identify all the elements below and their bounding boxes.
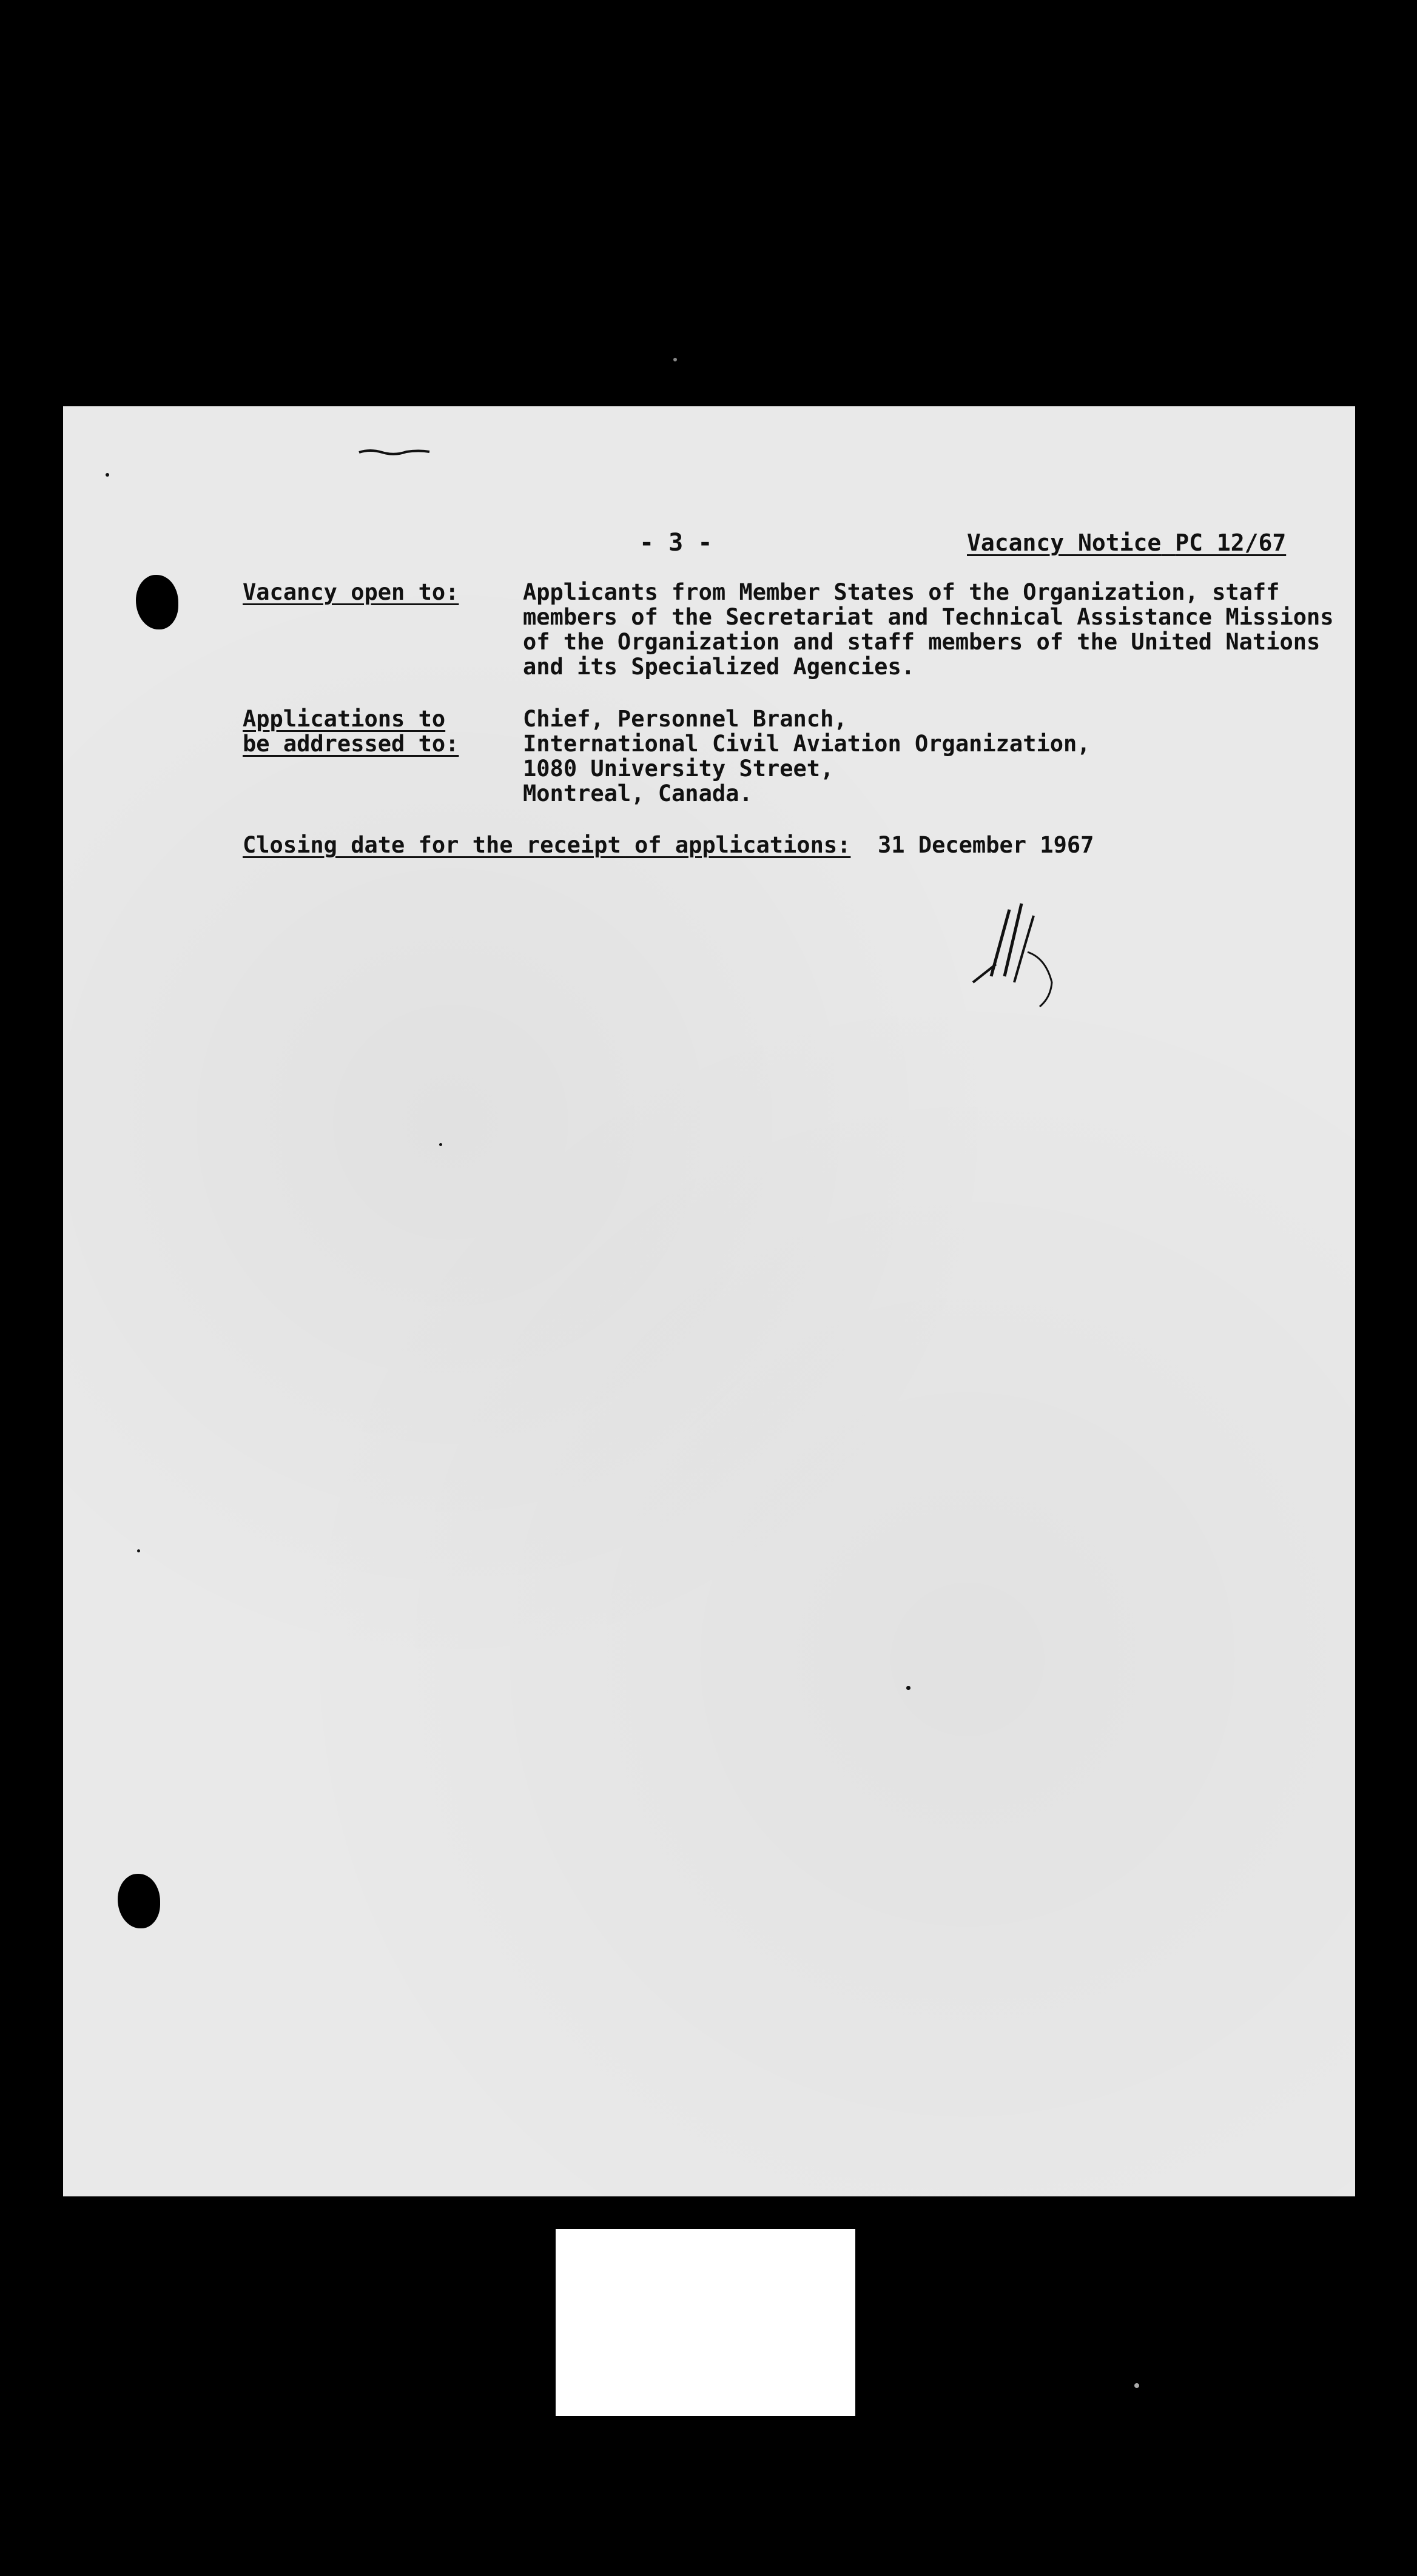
address-line: 1080 University Street,	[523, 756, 834, 782]
vacancy-open-line: members of the Secretariat and Technical Assistance Missions	[523, 604, 1334, 630]
vacancy-notice-label: Vacancy Notice	[967, 529, 1162, 556]
applications-label-line: be addressed to:	[243, 731, 459, 757]
handwritten-initials	[967, 891, 1070, 1013]
paper-speck	[439, 1143, 442, 1146]
vacancy-open-line: Applicants from Member States of the Organization, staff	[523, 579, 1280, 605]
paper-speck	[106, 473, 109, 477]
address-line: International Civil Aviation Organization,	[523, 731, 1091, 757]
paper-speck	[906, 1686, 910, 1690]
paper-speck	[137, 1549, 140, 1552]
vacancy-open-line: of the Organization and staff members of the United Nations	[523, 629, 1321, 655]
vacancy-notice-number: PC 12/67	[1175, 529, 1287, 556]
stray-ink-mark	[358, 448, 431, 456]
applications-label-line: Applications to	[243, 706, 446, 732]
film-speck	[673, 358, 677, 361]
punch-hole-bottom	[118, 1874, 160, 1928]
address-line: Chief, Personnel Branch,	[523, 706, 847, 732]
closing-date-label: Closing date for the receipt of applications:	[243, 832, 851, 858]
vacancy-notice-reference	[967, 531, 1286, 555]
address-line: Montreal, Canada.	[523, 780, 753, 807]
blank-label-card	[556, 2229, 855, 2416]
page-number: - 3 -	[639, 529, 713, 557]
document-page	[63, 406, 1355, 2196]
vacancy-open-line: and its Specialized Agencies.	[523, 654, 915, 680]
vacancy-open-label: Vacancy open to:	[243, 579, 459, 605]
closing-date-value: 31 December 1967	[877, 832, 1094, 858]
punch-hole-top	[136, 575, 178, 629]
closing-date-row	[243, 833, 1094, 857]
film-speck	[1134, 2383, 1139, 2388]
